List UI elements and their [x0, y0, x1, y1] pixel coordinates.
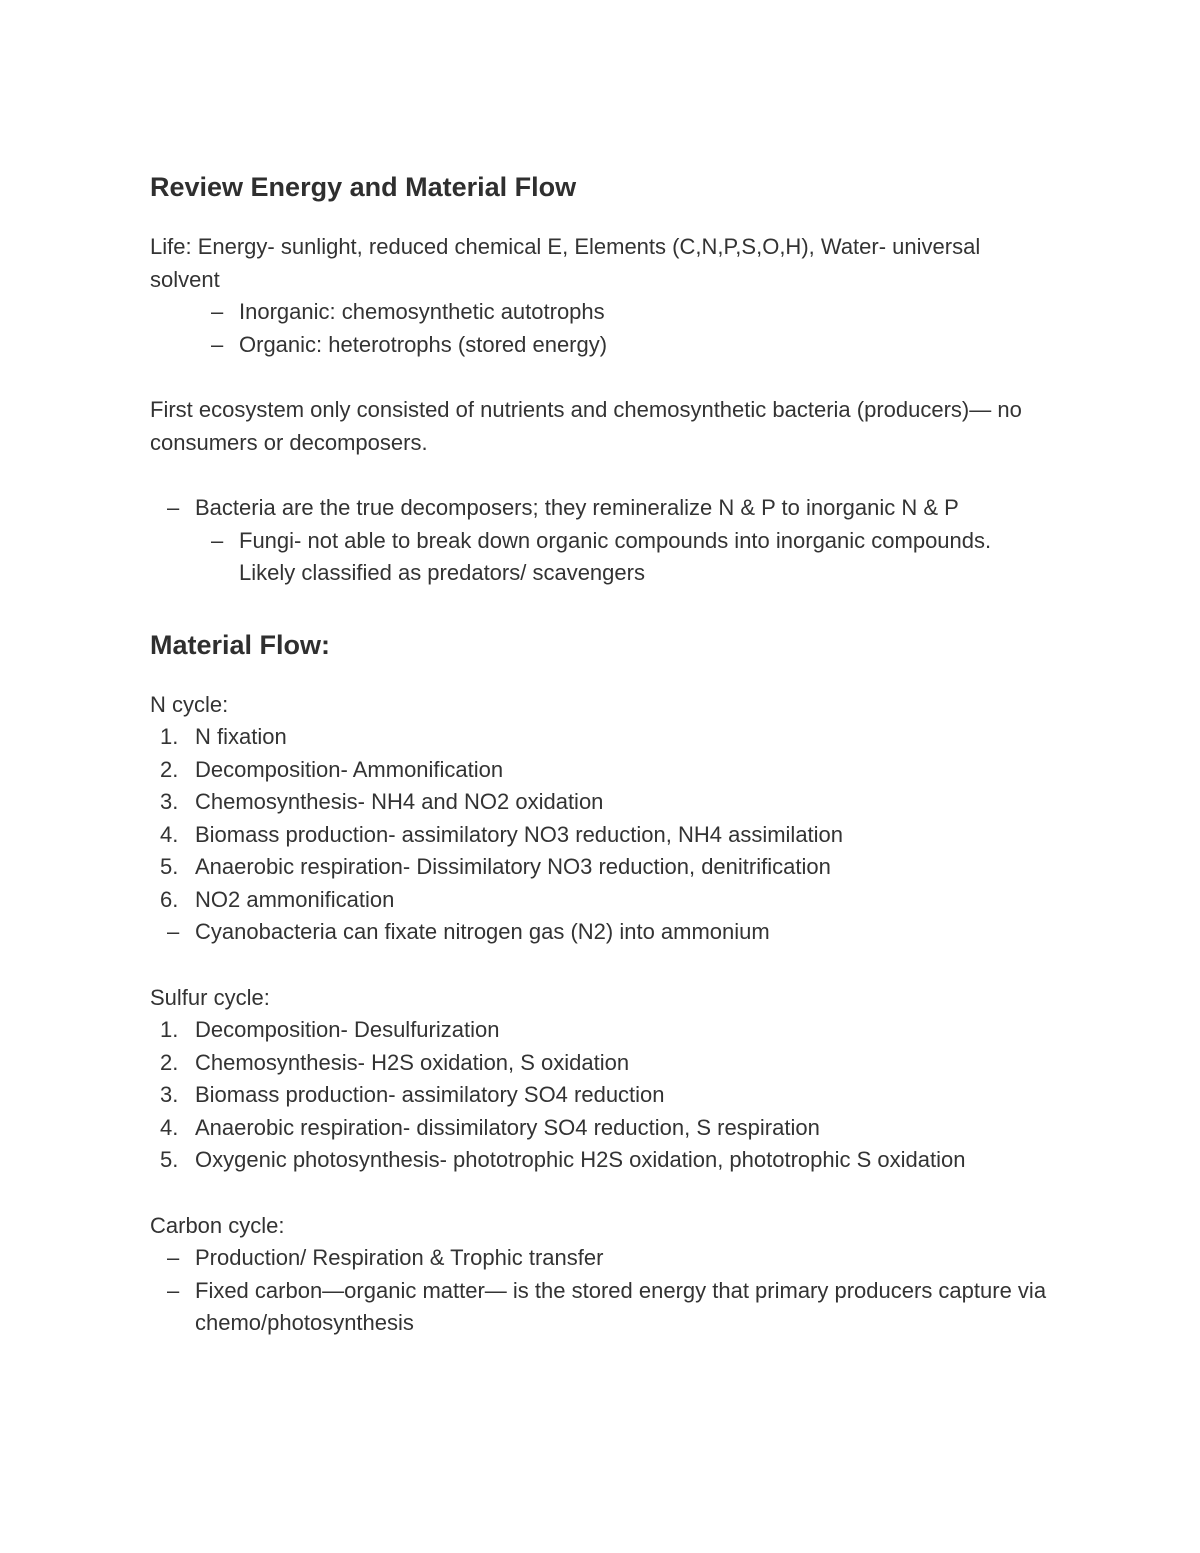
list-item-text: Bacteria are the true decomposers; they remineralize N & P to inorganic N & P — [195, 495, 959, 520]
spacer — [150, 361, 1050, 394]
list-number: 3. — [160, 789, 179, 814]
dash-bullet: – — [167, 1245, 180, 1270]
dash-bullet: – — [211, 527, 224, 553]
life-sublist — [150, 296, 1050, 361]
list-item — [150, 1014, 1050, 1047]
list-number: 2. — [160, 756, 179, 782]
list-item — [150, 786, 1050, 819]
list-item — [150, 721, 1050, 754]
list-item-text: Chemosynthesis- NH4 and NO2 oxidation — [195, 789, 604, 814]
list-item-text: NO2 ammonification — [195, 886, 395, 912]
sulfur-cycle-label: Sulfur cycle: — [150, 984, 270, 1010]
list-number: 4. — [160, 1114, 179, 1140]
dash-bullet: – — [167, 495, 180, 520]
list-item-text: Chemosynthesis- H2S oxidation, S oxidation — [195, 1049, 630, 1075]
list-item — [150, 1112, 1050, 1145]
spacer — [150, 459, 1050, 492]
dash-bullet: – — [211, 331, 224, 357]
list-item — [150, 884, 1050, 917]
list-item — [150, 492, 1050, 525]
list-item — [150, 819, 1050, 852]
list-item-text: Oxygenic photosynthesis- phototrophic H2S oxidation, phototrophic S oxidation — [195, 1147, 966, 1172]
list-item — [150, 329, 1050, 362]
list-number: 1. — [160, 724, 179, 749]
list-item-text: Production/ Respiration & Trophic transfer — [195, 1245, 604, 1270]
carbon-cycle-list — [150, 1242, 1050, 1340]
list-item-text: Biomass production- assimilatory NO3 reduction, NH4 assimilation — [195, 821, 844, 847]
list-number: 1. — [160, 1017, 179, 1042]
list-item-text: Fungi- not able to break down organic compounds into inorganic compounds. Likely classified as predators/ scavengers — [239, 527, 992, 585]
list-item — [150, 851, 1050, 884]
list-number: 5. — [160, 854, 179, 879]
list-item-text: Decomposition- Ammonification — [195, 756, 504, 782]
n-cycle-list — [150, 721, 1050, 916]
page-title: Review Energy and Material Flow — [150, 172, 577, 202]
dash-bullet: – — [167, 1277, 180, 1303]
list-item — [150, 916, 1050, 949]
section-heading: Material Flow: — [150, 629, 331, 660]
spacer — [150, 1177, 1050, 1210]
list-item — [150, 1242, 1050, 1275]
list-item-text: Anaerobic respiration- Dissimilatory NO3 reduction, denitrification — [195, 854, 831, 879]
decomposers-list — [150, 492, 1050, 590]
list-number: 2. — [160, 1049, 179, 1075]
list-number: 3. — [160, 1082, 179, 1107]
list-number: 6. — [160, 886, 179, 912]
list-item-text: Biomass production- assimilatory SO4 reduction — [195, 1082, 665, 1107]
carbon-cycle-label: Carbon cycle: — [150, 1212, 285, 1238]
list-item — [150, 525, 1050, 590]
list-item-text: N fixation — [195, 724, 287, 749]
list-item-text: Decomposition- Desulfurization — [195, 1017, 500, 1042]
spacer — [150, 667, 1050, 689]
dash-bullet: – — [211, 299, 224, 324]
list-item-text: Anaerobic respiration- dissimilatory SO4 reduction, S respiration — [195, 1114, 820, 1140]
list-item — [150, 1275, 1050, 1340]
list-item-text: Organic: heterotrophs (stored energy) — [239, 331, 608, 357]
list-item — [150, 754, 1050, 787]
list-item-text: Fixed carbon—organic matter— is the stored energy that primary producers capture via chemo/photosynthesis — [195, 1277, 1047, 1335]
life-paragraph: Life: Energy- sunlight, reduced chemical E, Elements (C,N,P,S,O,H), Water- universal solvent — [150, 234, 981, 292]
list-number: 4. — [160, 821, 179, 847]
n-cycle-note-list — [150, 916, 1050, 949]
spacer — [150, 209, 1050, 231]
n-cycle-label: N cycle: — [150, 691, 229, 717]
list-item-text: Cyanobacteria can fixate nitrogen gas (N2) into ammonium — [195, 919, 770, 944]
list-item — [150, 296, 1050, 329]
sulfur-cycle-list — [150, 1014, 1050, 1177]
list-number: 5. — [160, 1147, 179, 1172]
spacer — [150, 590, 1050, 623]
document-page — [150, 165, 1050, 1340]
list-item — [150, 1144, 1050, 1177]
first-ecosystem-paragraph: First ecosystem only consisted of nutrients and chemosynthetic bacteria (producers)— no consumers or decomposers. — [150, 397, 1022, 455]
dash-bullet: – — [167, 919, 180, 944]
list-item-text: Inorganic: chemosynthetic autotrophs — [239, 299, 605, 324]
list-item — [150, 1047, 1050, 1080]
spacer — [150, 949, 1050, 982]
list-item — [150, 1079, 1050, 1112]
